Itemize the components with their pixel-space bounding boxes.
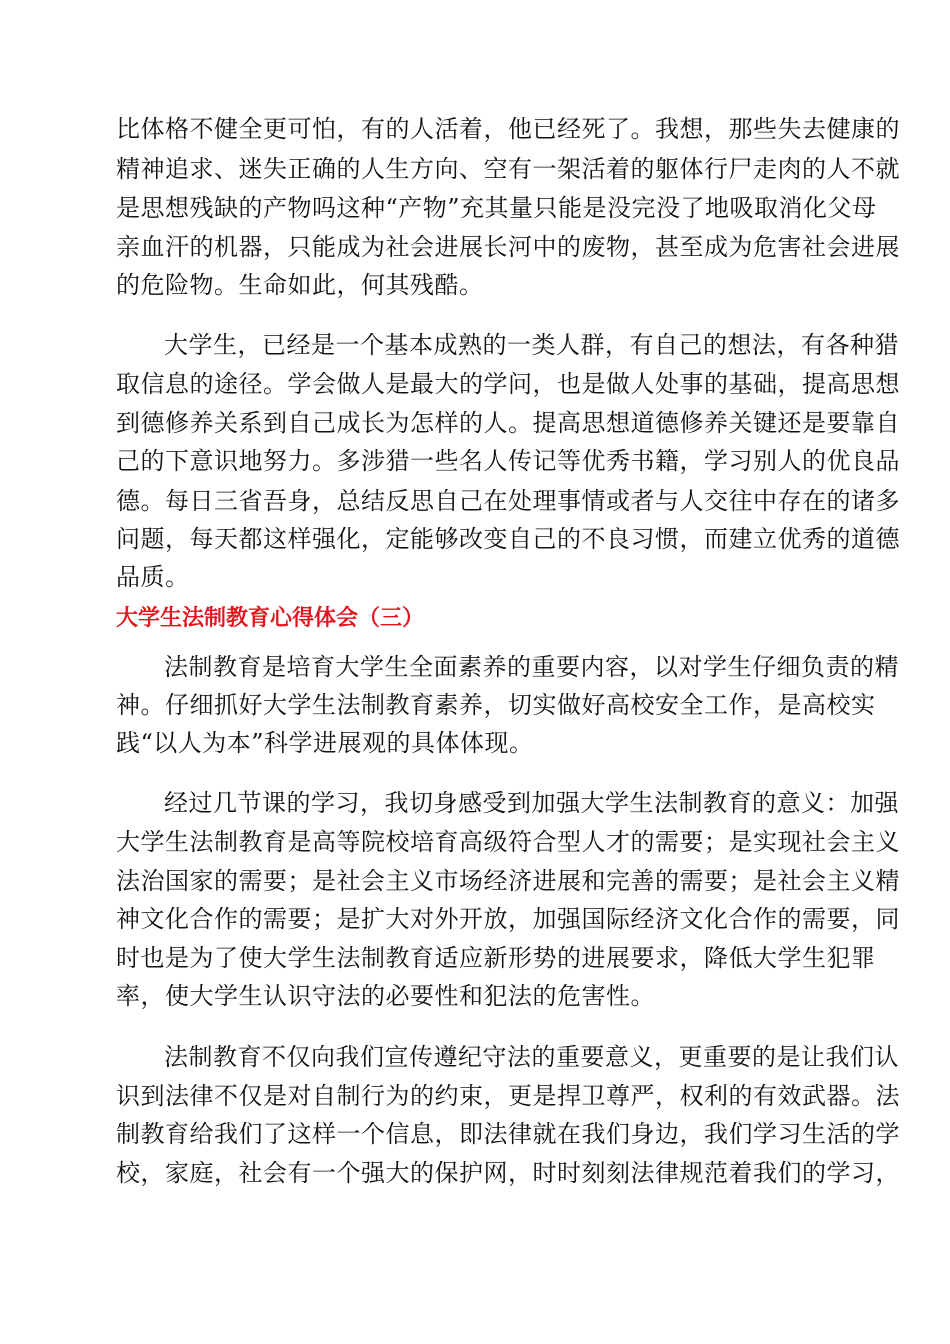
- paragraph-1-line-2: 精神追求、迷失正确的人生方向、空有一架活着的躯体行尸走肉的人不就: [116, 155, 900, 183]
- paragraph-2-line-4: 己的下意识地努力。多涉猎一些名人传记等优秀书籍，学习别人的优良品: [116, 447, 900, 475]
- paragraph-5-line-3: 制教育给我们了这样一个信息，即法律就在我们身边，我们学习生活的学: [116, 1120, 900, 1148]
- paragraph-4-line-3: 法治国家的需要；是社会主义市场经济进展和完善的需要；是社会主义精: [116, 867, 900, 895]
- paragraph-5-line-4: 校，家庭，社会有一个强大的保护网，时时刻刻法律规范着我们的学习，: [116, 1159, 900, 1187]
- paragraph-2-line-2: 取信息的途径。学会做人是最大的学问，也是做人处事的基础，提高思想: [116, 370, 900, 398]
- paragraph-5-line-2: 识到法律不仅是对自制行为的约束，更是捍卫尊严，权利的有效武器。法: [116, 1082, 900, 1110]
- paragraph-3-line-3: 践“以人为本”科学进展观的具体体现。: [116, 729, 534, 757]
- paragraph-3-line-2: 神。仔细抓好大学生法制教育素养，切实做好高校安全工作，是高校实: [116, 691, 876, 719]
- paragraph-5-line-1: 法制教育不仅向我们宣传遵纪守法的重要意义，更重要的是让我们认: [164, 1043, 899, 1071]
- paragraph-2-line-7: 品质。: [116, 563, 190, 591]
- paragraph-2-line-5: 德。每日三省吾身，总结反思自己在处理事情或者与人交往中存在的诸多: [116, 487, 900, 515]
- section-heading: 大学生法制教育心得体会（三）: [116, 606, 425, 631]
- paragraph-2-line-3: 到德修养关系到自己成长为怎样的人。提高思想道德修养关键还是要靠自: [116, 409, 900, 437]
- paragraph-1-line-5: 的危险物。生命如此，何其残酷。: [116, 271, 484, 299]
- paragraph-4-line-2: 大学生法制教育是高等院校培育高级符合型人才的需要；是实现社会主义: [116, 828, 900, 856]
- paragraph-4-line-5: 时也是为了使大学生法制教育适应新形势的进展要求，降低大学生犯罪: [116, 944, 876, 972]
- paragraph-4-line-1: 经过几节课的学习，我切身感受到加强大学生法制教育的意义：加强: [164, 789, 899, 817]
- paragraph-2-line-1: 大学生，已经是一个基本成熟的一类人群，有自己的想法，有各种猎: [164, 331, 899, 359]
- paragraph-2-line-6: 问题，每天都这样强化，定能够改变自己的不良习惯，而建立优秀的道德: [116, 525, 900, 553]
- paragraph-1-line-1: 比体格不健全更可怕，有的人活着，他已经死了。我想，那些失去健康的: [116, 115, 900, 143]
- paragraph-4-line-4: 神文化合作的需要；是扩大对外开放，加强国际经济文化合作的需要，同: [116, 905, 900, 933]
- paragraph-1-line-4: 亲血汗的机器，只能成为社会进展长河中的废物，甚至成为危害社会进展: [116, 233, 900, 261]
- paragraph-4-line-6: 率，使大学生认识守法的必要性和犯法的危害性。: [116, 982, 655, 1010]
- paragraph-3-line-1: 法制教育是培育大学生全面素养的重要内容，以对学生仔细负责的精: [164, 653, 899, 681]
- paragraph-1-line-3: 是思想残缺的产物吗这种“产物”充其量只能是没完没了地吸取消化父母: [116, 194, 877, 222]
